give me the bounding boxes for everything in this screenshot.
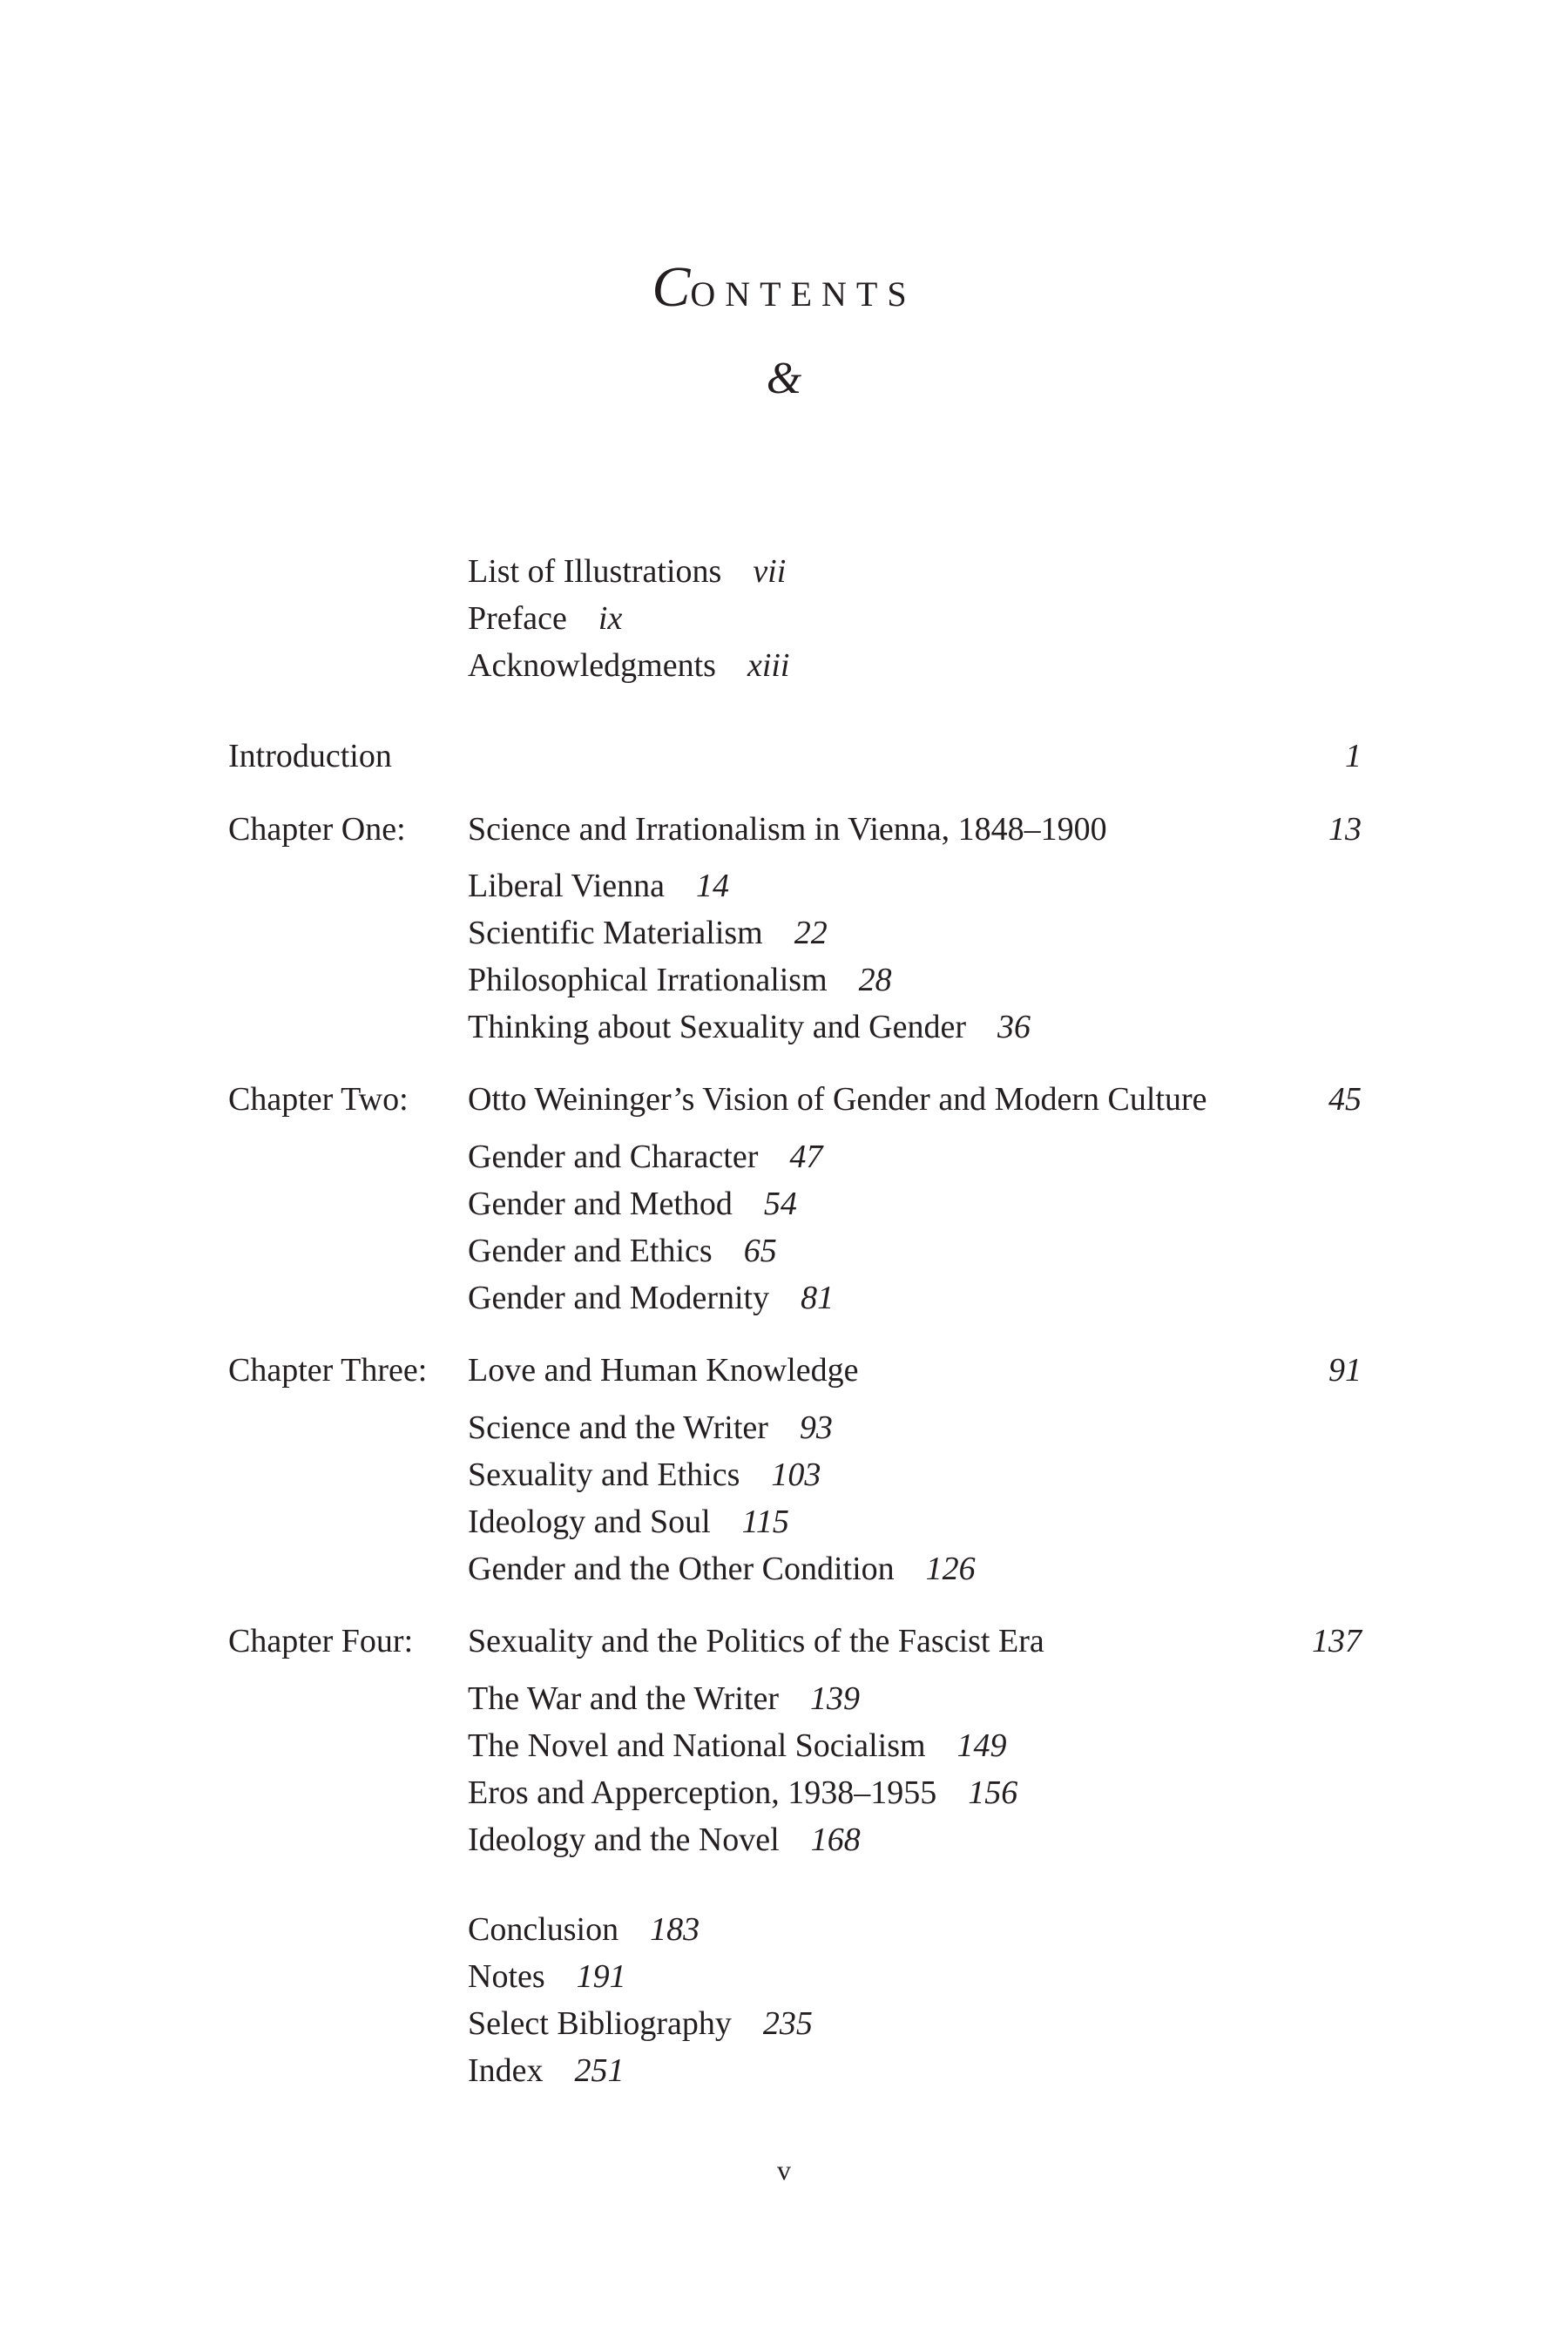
- entry-page: 93: [799, 1409, 833, 1446]
- entry-title: Scientific Materialism: [468, 915, 763, 951]
- chapter-label: Chapter One:: [228, 811, 406, 848]
- toc-entry[interactable]: [468, 869, 729, 902]
- toc-entry[interactable]: [468, 1140, 822, 1173]
- chapter-page: 91: [1328, 1352, 1362, 1389]
- entry-title: Gender and the Other Condition: [468, 1551, 895, 1587]
- chapter-title[interactable]: Science and Irrationalism in Vienna, 1848–1900: [468, 811, 1107, 848]
- entry-title: Preface: [468, 600, 567, 637]
- entry-title: Liberal Vienna: [468, 868, 665, 904]
- entry-page: vii: [753, 553, 787, 590]
- entry-page: 47: [789, 1139, 823, 1175]
- entry-title: Sexuality and Ethics: [468, 1456, 740, 1493]
- entry-page: 65: [743, 1233, 777, 1269]
- entry-title: Conclusion: [468, 1911, 619, 1948]
- toc-entry[interactable]: [468, 1458, 821, 1491]
- entry-title: Select Bibliography: [468, 2005, 732, 2042]
- entry-title: Gender and Method: [468, 1186, 733, 1222]
- chapter-label: Chapter Three:: [228, 1352, 428, 1389]
- title-initial: C: [652, 255, 691, 319]
- entry-page: 36: [997, 1009, 1031, 1045]
- toc-entry[interactable]: [468, 1823, 861, 1856]
- entry-title: Gender and Ethics: [468, 1233, 713, 1269]
- entry-page: ix: [598, 600, 623, 637]
- entry-page: 22: [794, 915, 828, 951]
- entry-title: Thinking about Sexuality and Gender: [468, 1009, 966, 1045]
- toc-entry[interactable]: [468, 963, 892, 997]
- chapter-title[interactable]: Love and Human Knowledge: [468, 1352, 859, 1389]
- entry-page: 149: [956, 1727, 1007, 1764]
- entry-page: 251: [574, 2052, 625, 2089]
- entry-title: Gender and Modernity: [468, 1280, 770, 1316]
- entry-title: Acknowledgments: [468, 647, 716, 684]
- toc-entry[interactable]: [468, 1187, 797, 1220]
- chapter-title[interactable]: Sexuality and the Politics of the Fascist Era: [468, 1623, 1044, 1659]
- chapter-title[interactable]: Otto Weininger’s Vision of Gender and Modern Culture: [468, 1081, 1207, 1118]
- toc-entry[interactable]: [468, 602, 622, 635]
- toc-entry[interactable]: [468, 1281, 834, 1315]
- entry-page: 235: [762, 2005, 813, 2042]
- entry-title: The Novel and National Socialism: [468, 1727, 926, 1764]
- entry-title: Ideology and Soul: [468, 1504, 711, 1540]
- entry-page: 191: [576, 1958, 626, 1995]
- entry-page: 81: [801, 1280, 835, 1316]
- toc-entry[interactable]: [468, 555, 786, 588]
- toc-entry[interactable]: [468, 2054, 625, 2087]
- entry-title: The War and the Writer: [468, 1680, 779, 1717]
- entry-title: Notes: [468, 1958, 545, 1995]
- entry-title: Science and the Writer: [468, 1409, 768, 1446]
- toc-entry[interactable]: [468, 1234, 777, 1267]
- entry-title: Philosophical Irrationalism: [468, 962, 828, 998]
- entry-page: 156: [968, 1774, 1018, 1811]
- chapter-page: 137: [1312, 1623, 1362, 1659]
- entry-page: 139: [809, 1680, 860, 1717]
- toc-entry[interactable]: [468, 916, 828, 950]
- entry-page: 168: [810, 1821, 861, 1858]
- chapter-label: Chapter Four:: [228, 1623, 414, 1659]
- toc-entry[interactable]: [468, 1682, 860, 1715]
- entry-page: 126: [925, 1551, 976, 1587]
- toc-entry[interactable]: [468, 649, 790, 682]
- entry-page: 103: [771, 1456, 821, 1493]
- toc-entry[interactable]: [468, 1505, 789, 1538]
- toc-entry[interactable]: [468, 1552, 976, 1585]
- toc-entry[interactable]: [468, 2007, 813, 2040]
- ornament: &: [766, 354, 802, 403]
- chapter-label: Chapter Two:: [228, 1081, 409, 1118]
- introduction-label[interactable]: Introduction: [228, 738, 392, 774]
- toc-entry[interactable]: [468, 1010, 1031, 1044]
- title-rest: ONTENTS: [690, 274, 916, 314]
- toc-entry[interactable]: [468, 1411, 833, 1444]
- entry-title: Gender and Character: [468, 1139, 759, 1175]
- introduction-page: 1: [1345, 738, 1362, 774]
- entry-title: Ideology and the Novel: [468, 1821, 780, 1858]
- entry-page: 14: [695, 868, 729, 904]
- entry-page: 28: [858, 962, 892, 998]
- chapter-page: 45: [1328, 1081, 1362, 1118]
- entry-page: 54: [763, 1186, 797, 1222]
- page-title: [0, 254, 1568, 321]
- entry-title: List of Illustrations: [468, 553, 722, 590]
- entry-title: Index: [468, 2052, 544, 2089]
- chapter-page: 13: [1328, 811, 1362, 848]
- entry-page: 183: [650, 1911, 700, 1948]
- toc-entry[interactable]: [468, 1729, 1007, 1762]
- entry-page: xiii: [747, 647, 790, 684]
- page-number: v: [777, 2154, 791, 2186]
- entry-page: 115: [741, 1504, 789, 1540]
- entry-title: Eros and Apperception, 1938–1955: [468, 1774, 937, 1811]
- toc-entry[interactable]: [468, 1776, 1017, 1809]
- toc-entry[interactable]: [468, 1960, 626, 1993]
- toc-entry[interactable]: [468, 1913, 700, 1946]
